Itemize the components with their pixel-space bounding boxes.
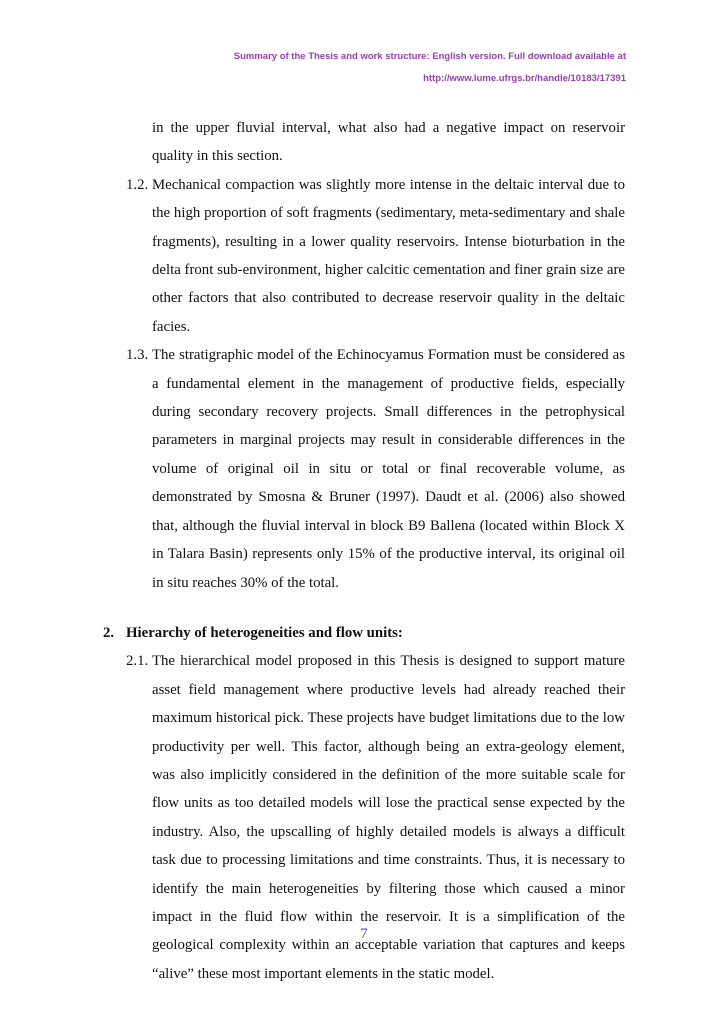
section-title-text: Hierarchy of heterogeneities and flow units: bbox=[126, 624, 403, 641]
section-heading-2 bbox=[103, 619, 625, 647]
page-number: 7 bbox=[360, 926, 368, 942]
item-text: Mechanical compaction was slightly more intense in the deltaic interval due to the high proportion of soft fragments (sedimentary, meta-sedimentary and shale fragments), resulting in a lower quality reservoirs. Intense bioturbation in the delta front sub-environment, higher calcitic cementation and finer grain size are other factors that also contributed to decrease reservoir quality in the deltaic facies. bbox=[152, 176, 625, 335]
item-number: 1.3. bbox=[126, 347, 149, 364]
item-number: 2.1. bbox=[126, 653, 149, 670]
page-header bbox=[200, 46, 626, 90]
section-number: 2. bbox=[103, 624, 115, 641]
header-line-1: Summary of the Thesis and work structure: English version. Full download available at bbox=[233, 51, 626, 62]
item-number: 1.2. bbox=[126, 176, 149, 193]
item-text: The hierarchical model proposed in this Thesis is designed to support mature asset field management where productive levels had already reached their maximum historical pick. These projects have budget limitations due to the low productivity per well. This factor, although being an extra-geology element, was also implicitly considered in the definition of the more suitable scale for flow units as too detailed models will lose the practical sense expected by the industry. Also, the upscalling of highly detailed models is always a difficult task due to processing limitations and time constraints. Thus, it is necessary to identify the main heterogeneities by filtering those which caused a minor impact in the fluid flow within the reservoir. It is a simplification of the geological complexity within an acceptable variation that captures and keeps “alive” these most important elements in the static model. bbox=[152, 653, 625, 982]
list-item-1-3 bbox=[126, 341, 625, 597]
continuation-paragraph: in the upper fluvial interval, what also had a negative impact on reservoir quality in this section. bbox=[152, 120, 625, 165]
header-line-2: http://www.lume.ufrgs.br/handle/10183/17391 bbox=[423, 73, 626, 84]
list-item-1-2 bbox=[126, 171, 625, 341]
item-text: The stratigraphic model of the Echinocyamus Formation must be considered as a fundamental element in the management of productive fields, especially during secondary recovery projects. Small differences in the petrophysical parameters in marginal projects may result in considerable differences in the volume of original oil in situ or total or final recoverable volume, as demonstrated by Smosna & Bruner (1997). Daudt et al. (2006) also showed that, although the fluvial interval in block B9 Ballena (located within Block X in Talara Basin) represents only 15% of the productive interval, its original oil in situ reaches 30% of the total. bbox=[152, 347, 625, 591]
page-body bbox=[103, 114, 625, 988]
